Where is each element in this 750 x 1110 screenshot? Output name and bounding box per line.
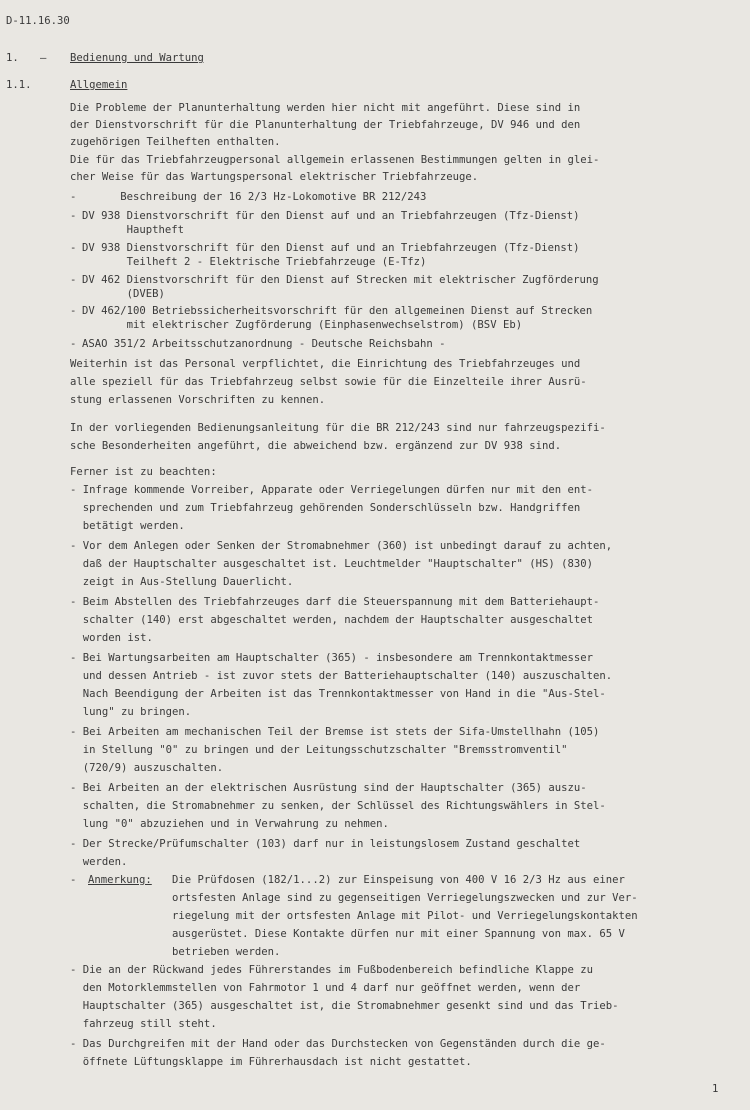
list-item-cont: lung" zu bringen. [70, 706, 192, 718]
list-item: - Das Durchgreifen mit der Hand oder das Durchstecken von Gegenständen durch die ge- [70, 1038, 606, 1050]
list-item-cont: Nach Beendigung der Arbeiten ist das Trennkontaktmesser von Hand in die "Aus-Stel- [70, 688, 606, 700]
paragraph-also-note: Ferner ist zu beachten: [70, 466, 217, 478]
list-item: - Die an der Rückwand jedes Führerstandes im Fußbodenbereich befindliche Klappe zu [70, 964, 593, 976]
document-id: D-11.16.30 [6, 15, 70, 27]
heading-2-number: 1.1. [6, 79, 32, 91]
list-item-cont: öffnete Lüftungsklappe im Führerhausdach ist nicht gestattet. [70, 1056, 472, 1068]
reference-dash: - [70, 274, 77, 286]
heading-1-number: 1. [6, 52, 19, 64]
note-line: ortsfesten Anlage sind zu gegenseitigen Verriegelungszwecken und zur Ver- [172, 892, 638, 904]
reference-item: DV 938 Dienstvorschrift für den Dienst auf und an Triebfahrzeugen (Tfz-Dienst) [82, 242, 580, 254]
reference-dash: - [70, 305, 77, 317]
reference-item: Beschreibung der 16 2/3 Hz-Lokomotive BR 212/243 [82, 191, 427, 203]
list-item-cont: (720/9) auszuschalten. [70, 762, 224, 774]
list-item-cont: worden ist. [70, 632, 153, 644]
list-item-cont: Hauptschalter (365) ausgeschaltet ist, die Stromabnehmer gesenkt sind und das Trieb- [70, 1000, 619, 1012]
reference-item-cont: mit elektrischer Zugförderung (Einphasenwechselstrom) (BSV Eb) [82, 319, 523, 331]
list-item-cont: sprechenden und zum Triebfahrzeug gehörenden Sonderschlüsseln bzw. Handgriffen [70, 502, 581, 514]
heading-1-title: Bedienung und Wartung [70, 52, 204, 64]
reference-item-cont: Teilheft 2 - Elektrische Triebfahrzeuge (E-Tfz) [82, 256, 427, 268]
list-item-cont: werden. [70, 856, 128, 868]
reference-item: DV 462 Dienstvorschrift für den Dienst auf Strecken mit elektrischer Zugförderung [82, 274, 599, 286]
reference-dash: - [70, 210, 77, 222]
list-item-cont: lung "0" abzuziehen und in Verwahrung zu nehmen. [70, 818, 389, 830]
note-line: ausgerüstet. Diese Kontakte dürfen nur mit einer Spannung von max. 65 V [172, 928, 625, 940]
text-line: In der vorliegenden Bedienungsanleitung für die BR 212/243 sind nur fahrzeugspezifi- [70, 422, 606, 434]
reference-dash: - [70, 338, 77, 350]
text-line: Weiterhin ist das Personal verpflichtet, die Einrichtung des Triebfahrzeuges und [70, 358, 581, 370]
reference-dash: - [70, 242, 77, 254]
list-item-cont: in Stellung "0" zu bringen und der Leitungsschutzschalter "Bremsstromventil" [70, 744, 568, 756]
list-item-cont: schalter (140) erst abgeschaltet werden, nachdem der Hauptschalter ausgeschaltet [70, 614, 593, 626]
text-line: stung erlassenen Vorschriften zu kennen. [70, 394, 326, 406]
list-item-cont: den Motorklemmstellen von Fahrmotor 1 und 4 darf nur geöffnet werden, wenn der [70, 982, 581, 994]
list-item-cont: betätigt werden. [70, 520, 185, 532]
list-item: - Beim Abstellen des Triebfahrzeuges darf die Steuerspannung mit dem Batteriehaupt- [70, 596, 600, 608]
text-line: Die für das Triebfahrzeugpersonal allgemein erlassenen Bestimmungen gelten in glei- [70, 154, 600, 166]
note-line: Die Prüfdosen (182/1...2) zur Einspeisung von 400 V 16 2/3 Hz aus einer [172, 874, 625, 886]
text-line: sche Besonderheiten angeführt, die abweichend bzw. ergänzend zur DV 938 sind. [70, 440, 562, 452]
list-item-cont: daß der Hauptschalter ausgeschaltet ist. Leuchtmelder "Hauptschalter" (HS) (830) [70, 558, 593, 570]
heading-2-title: Allgemein [70, 79, 128, 91]
list-item: - Vor dem Anlegen oder Senken der Stromabnehmer (360) ist unbedingt darauf zu achten, [70, 540, 613, 552]
list-item: - Bei Arbeiten am mechanischen Teil der Bremse ist stets der Sifa-Umstellhahn (105) [70, 726, 600, 738]
list-item: - Bei Arbeiten an der elektrischen Ausrüstung sind der Hauptschalter (365) auszu- [70, 782, 587, 794]
reference-item-cont: (DVEB) [82, 288, 165, 300]
text-line: zugehörigen Teilheften enthalten. [70, 136, 281, 148]
text-line: alle speziell für das Triebfahrzeug selbst sowie für die Einzelteile ihrer Ausrü- [70, 376, 587, 388]
note-line: riegelung mit der ortsfesten Anlage mit Pilot- und Verriegelungskontakten [172, 910, 638, 922]
text-line: cher Weise für das Wartungspersonal elektrischer Triebfahrzeuge. [70, 171, 479, 183]
text-line: Die Probleme der Planunterhaltung werden hier nicht mit angeführt. Diese sind in [70, 102, 581, 114]
list-item: - Infrage kommende Vorreiber, Apparate oder Verriegelungen dürfen nur mit den ent- [70, 484, 593, 496]
list-item-cont: fahrzeug still steht. [70, 1018, 217, 1030]
list-item-cont: zeigt in Aus-Stellung Dauerlicht. [70, 576, 294, 588]
list-item-cont: und dessen Antrieb - ist zuvor stets der Batteriehauptschalter (140) auszuschalten. [70, 670, 613, 682]
page-number: 1 [712, 1083, 719, 1095]
reference-item-cont: Hauptheft [82, 224, 185, 236]
reference-item: DV 462/100 Betriebssicherheitsvorschrift für den allgemeinen Dienst auf Strecken [82, 305, 593, 317]
note-label: Anmerkung: [88, 874, 152, 886]
reference-dash: - [70, 191, 77, 203]
reference-item: ASAO 351/2 Arbeitsschutzanordnung - Deutsche Reichsbahn - [82, 338, 446, 350]
list-item: - Bei Wartungsarbeiten am Hauptschalter (365) - insbesondere am Trennkontaktmesser [70, 652, 593, 664]
reference-item: DV 938 Dienstvorschrift für den Dienst auf und an Triebfahrzeugen (Tfz-Dienst) [82, 210, 580, 222]
heading-1-dash: – [40, 52, 47, 64]
note-line: betrieben werden. [172, 946, 281, 958]
list-item: - Der Strecke/Prüfumschalter (103) darf nur in leistungslosem Zustand geschaltet [70, 838, 581, 850]
list-item-cont: schalten, die Stromabnehmer zu senken, der Schlüssel des Richtungswählers in Stel- [70, 800, 606, 812]
note-dash: - [70, 874, 77, 886]
text-line: der Dienstvorschrift für die Planunterhaltung der Triebfahrzeuge, DV 946 und den [70, 119, 581, 131]
